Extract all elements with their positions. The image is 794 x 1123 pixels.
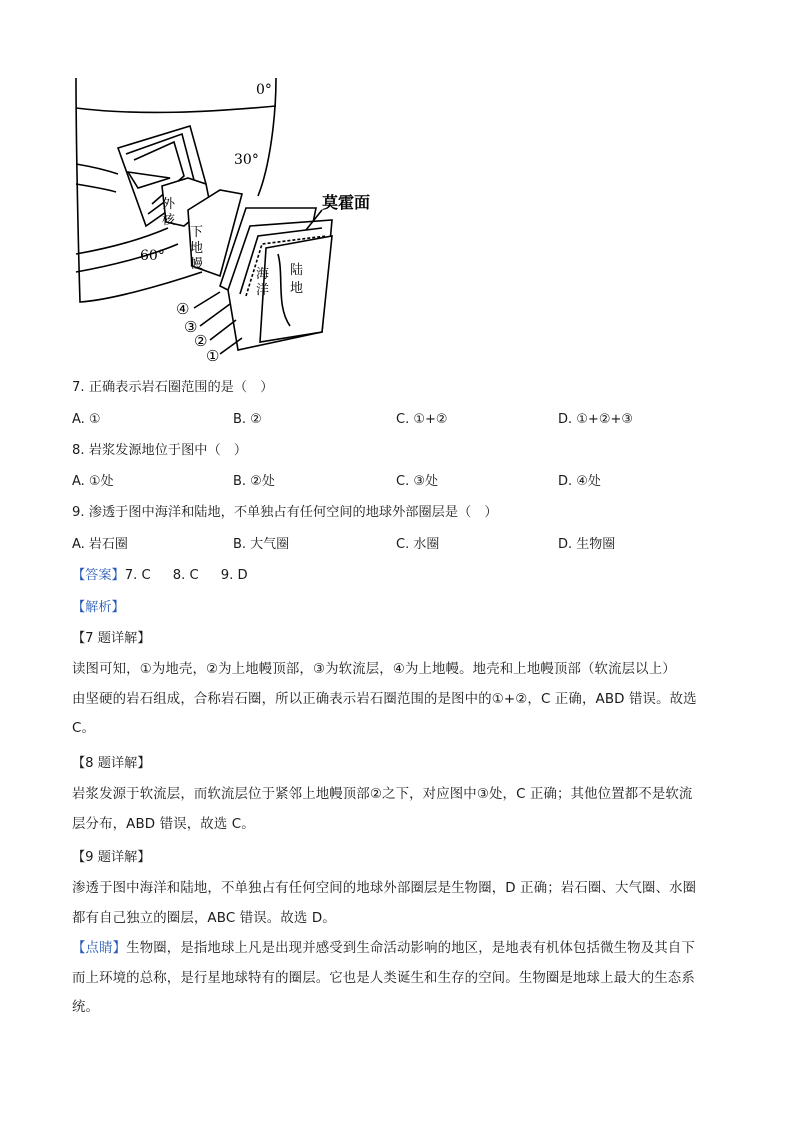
q9-option-a: A. 岩石圈: [72, 537, 128, 552]
earth-structure-diagram: [70, 76, 390, 368]
label-moho: 莫霍面: [322, 193, 371, 212]
q8-option-c: C. ③处: [396, 474, 438, 489]
pointer-4: [194, 292, 220, 308]
earth-structure-svg: [70, 76, 390, 368]
section-9-line-1: 渗透于图中海洋和陆地，不单独占有任何空间的地球外部圈层是生物圈，D 正确；岩石圈、大气圈、水圈: [72, 881, 697, 896]
mark-2: ②: [194, 332, 208, 350]
label-land-1: 陆: [290, 263, 304, 278]
q8-option-a: A. ①处: [72, 474, 114, 489]
answer-7: 7. C: [124, 568, 151, 583]
label-lower-mantle-2: 地: [190, 241, 204, 256]
q7-option-d: D. ①+②+③: [558, 412, 634, 427]
pointer-2: [210, 320, 236, 340]
answer-9: 9. D: [220, 568, 248, 583]
section-7-heading: 【7 题详解】: [72, 631, 151, 646]
label-ocean-2: 洋: [256, 283, 270, 298]
q7-option-a: A. ①: [72, 412, 101, 427]
tip-line-2: 而上环境的总称，是行星地球特有的圈层。它也是人类诞生和生存的空间。生物圈是地球上最大的生态系: [72, 970, 695, 986]
section-7-line-2: 由坚硬的岩石组成，合称岩石圈，所以正确表示岩石圈范围的是图中的①+②，C 正确，ABD 错误。故选: [72, 691, 697, 707]
pointer-3: [200, 304, 230, 326]
q8-option-d: D. ④处: [558, 474, 601, 489]
label-outer-core-2: 核: [162, 213, 176, 228]
tip-body: [72, 934, 726, 1023]
answer-8: 8. C: [172, 568, 199, 583]
mark-3: ③: [184, 318, 198, 336]
section-7-line-1: 读图可知，①为地壳，②为上地幔顶部，③为软流层，④为上地幔。地壳和上地幔顶部（软流层以上）: [72, 662, 676, 677]
globe-arc-1: [76, 106, 276, 112]
q9-option-b: B. 大气圈: [233, 537, 290, 552]
section-8-line-1: 岩浆发源于软流层，而软流层位于紧邻上地幔顶部②之下，对应图中③处，C 正确；其他位置都不是软流: [72, 787, 693, 802]
mark-4: ④: [176, 300, 190, 318]
section-8-line-2: 层分布，ABD 错误，故选 C。: [72, 816, 255, 832]
question-7-stem: 7. 正确表示岩石圈范围的是（ ）: [72, 380, 274, 395]
tip-tag: 【点睛】: [72, 941, 127, 956]
section-9-heading: 【9 题详解】: [72, 850, 151, 865]
tip-text-1: 生物圈，是指地球上凡是出现并感受到生命活动影响的地区，是地表有机体包括微生物及其自下: [126, 941, 695, 956]
label-lower-mantle-3: 幔: [190, 257, 204, 272]
label-lat-0: 0°: [256, 82, 272, 98]
q7-option-c: C. ①+②: [396, 412, 448, 427]
label-ocean-1: 海: [256, 267, 270, 282]
label-land-2: 地: [290, 281, 304, 296]
section-8-body: [72, 780, 726, 839]
analysis-tag: 【解析】: [72, 600, 125, 615]
label-outer-core-1: 外: [162, 197, 176, 212]
section-9-body: [72, 874, 726, 933]
q7-option-b: B. ②: [233, 412, 262, 427]
answer-tag: 【答案】: [72, 568, 125, 583]
answer-line: [72, 568, 248, 584]
q8-option-b: B. ②处: [233, 474, 275, 489]
q9-option-c: C. 水圈: [396, 537, 440, 552]
label-lower-mantle-1: 下: [190, 225, 204, 240]
q9-option-d: D. 生物圈: [558, 537, 616, 552]
section-8-heading: 【8 题详解】: [72, 756, 151, 771]
question-8-stem: 8. 岩浆发源地位于图中（ ）: [72, 443, 248, 458]
tip-line-3: 统。: [72, 1000, 100, 1015]
question-9-stem: 9. 渗透于图中海洋和陆地，不单独占有任何空间的地球外部圈层是（ ）: [72, 505, 498, 520]
section-7-line-3: C。: [72, 721, 96, 736]
globe-arc-2: [76, 164, 118, 174]
label-lat-30: 30°: [234, 152, 259, 168]
globe-arc-3: [76, 184, 116, 192]
mark-1: ①: [206, 347, 220, 365]
section-7-body: [72, 655, 726, 744]
section-9-line-2: 都有自己独立的圈层，ABC 错误。故选 D。: [72, 910, 336, 926]
tip-line-1: [72, 934, 726, 964]
label-lat-60: 60°: [140, 248, 165, 264]
